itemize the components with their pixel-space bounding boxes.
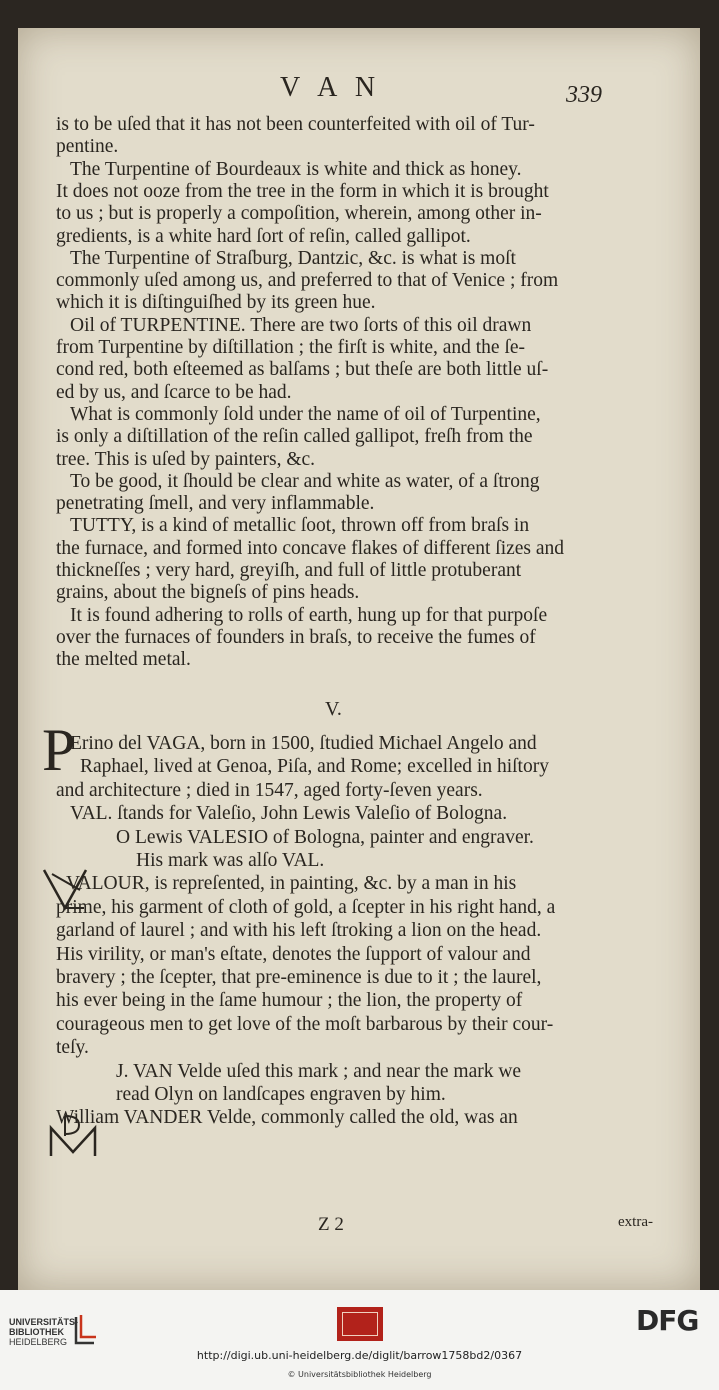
book-page <box>18 28 700 1290</box>
dfg-logo: DFG <box>636 1304 699 1337</box>
text-line: and architecture ; died in 1547, aged forty-ſeven years. <box>56 779 483 801</box>
text-line: the melted metal. <box>56 649 191 671</box>
text-line: garland of laurel ; and with his left ſtroking a lion on the head. <box>56 920 542 942</box>
permalink[interactable]: http://digi.ub.uni-heidelberg.de/diglit/barrow1758bd2/0367 <box>196 1349 523 1362</box>
text-line: teſy. <box>56 1037 89 1059</box>
text-line: Oil of TURPENTINE. There are two ſorts of this oil drawn <box>70 314 532 336</box>
van-velde-monogram <box>43 1114 103 1162</box>
text-line: His mark was alſo VAL. <box>136 850 325 871</box>
text-line: The Turpentine of Straſburg, Dantzic, &c. is what is moſt <box>70 247 516 269</box>
text-block-top <box>56 114 676 674</box>
text-line: prime, his garment of cloth of gold, a ſcepter in his right hand, a <box>56 896 556 918</box>
text-line: grains, about the bigneſs of pins heads. <box>56 582 360 604</box>
text-line: TUTTY, is a kind of metallic ſoot, thrown off from braſs in <box>70 515 530 537</box>
text-line: It does not ooze from the tree in the form in which it is brought <box>56 180 549 202</box>
text-line: which it is diſtinguiſhed by its green hue. <box>56 292 376 314</box>
text-line: the furnace, and formed into concave flakes of different ſizes and <box>56 537 565 559</box>
running-head: V A N <box>280 72 382 103</box>
text-line: ed by us, and ſcarce to be had. <box>56 381 292 403</box>
text-line: It is found adhering to rolls of earth, hung up for that purpoſe <box>70 604 548 626</box>
signature-mark: Z 2 <box>318 1214 344 1235</box>
text-line: read Olyn on landſcapes engraven by him. <box>116 1084 446 1105</box>
text-line: To be good, it ſhould be clear and white as water, of a ſtrong <box>70 470 540 492</box>
footer-bar <box>0 1290 719 1390</box>
text-line: pentine. <box>56 136 119 158</box>
text-line: his ever being in the ſame humour ; the lion, the property of <box>56 990 523 1012</box>
text-line: What is commonly ſold under the name of oil of Turpentine, <box>70 403 541 425</box>
copyright: © Universitätsbibliothek Heidelberg <box>287 1370 432 1379</box>
seal-inner <box>342 1312 378 1336</box>
text-line: cond red, both eſteemed as balſams ; but theſe are both little uſ- <box>56 359 549 381</box>
text-line: tree. This is uſed by painters, &c. <box>56 448 316 470</box>
text-line: courageous men to get love of the moſt barbarous by their cour- <box>56 1013 554 1035</box>
text-line: thickneſſes ; very hard, greyiſh, and full of little protuberant <box>56 560 522 581</box>
text-line: J. VAN Velde uſed this mark ; and near the mark we <box>116 1060 522 1082</box>
codices-seal-icon <box>337 1307 383 1341</box>
text-line: to us ; but is properly a compoſition, wherein, among other in- <box>56 203 542 225</box>
text-line: gredients, is a white hard ſort of reſin, called gallipot. <box>56 225 471 247</box>
library-line-2: BIBLIOTHEK <box>9 1327 64 1337</box>
text-line: from Turpentine by diſtillation ; the firſt is white, and the ſe- <box>56 337 526 358</box>
library-line-3: HEIDELBERG <box>9 1337 68 1347</box>
catchword: extra- <box>618 1214 653 1230</box>
text-line: His virility, or man's eſtate, denotes the ſupport of valour and <box>56 943 531 965</box>
text-line: Erino del VAGA, born in 1500, ſtudied Michael Angelo and <box>70 733 537 754</box>
library-line-1: UNIVERSITÄTS- <box>9 1317 79 1327</box>
text-line: over the furnaces of founders in braſs, to receive the fumes of <box>56 626 536 648</box>
text-line: commonly uſed among us, and preferred to that of Venice ; from <box>56 270 559 292</box>
text-line: is only a diſtillation of the reſin called gallipot, freſh from the <box>56 426 533 448</box>
text-line: The Turpentine of Bourdeaux is white and thick as honey. <box>70 158 522 180</box>
text-line: O Lewis VALESIO of Bologna, painter and engraver. <box>116 826 534 848</box>
text-line: bravery ; the ſcepter, that pre-eminence is due to it ; the laurel, <box>56 967 542 988</box>
page-number: 339 <box>566 82 602 108</box>
text-block-bottom <box>56 733 676 1213</box>
text-line: penetrating ſmell, and very inflammable. <box>56 493 375 515</box>
drop-cap: P <box>42 717 76 783</box>
library-name <box>9 1317 78 1347</box>
text-line: VALOUR, is repreſented, in painting, &c. by a man in his <box>66 873 517 895</box>
text-line: William VANDER Velde, commonly called the old, was an <box>56 1107 518 1129</box>
text-line: Raphael, lived at Genoa, Piſa, and Rome; excelled in hiſtory <box>80 756 549 778</box>
text-line: VAL. ſtands for Valeſio, John Lewis Valeſio of Bologna. <box>70 803 508 825</box>
section-letter: V. <box>325 698 342 720</box>
text-line: is to be uſed that it has not been counterfeited with oil of Tur- <box>56 114 535 135</box>
